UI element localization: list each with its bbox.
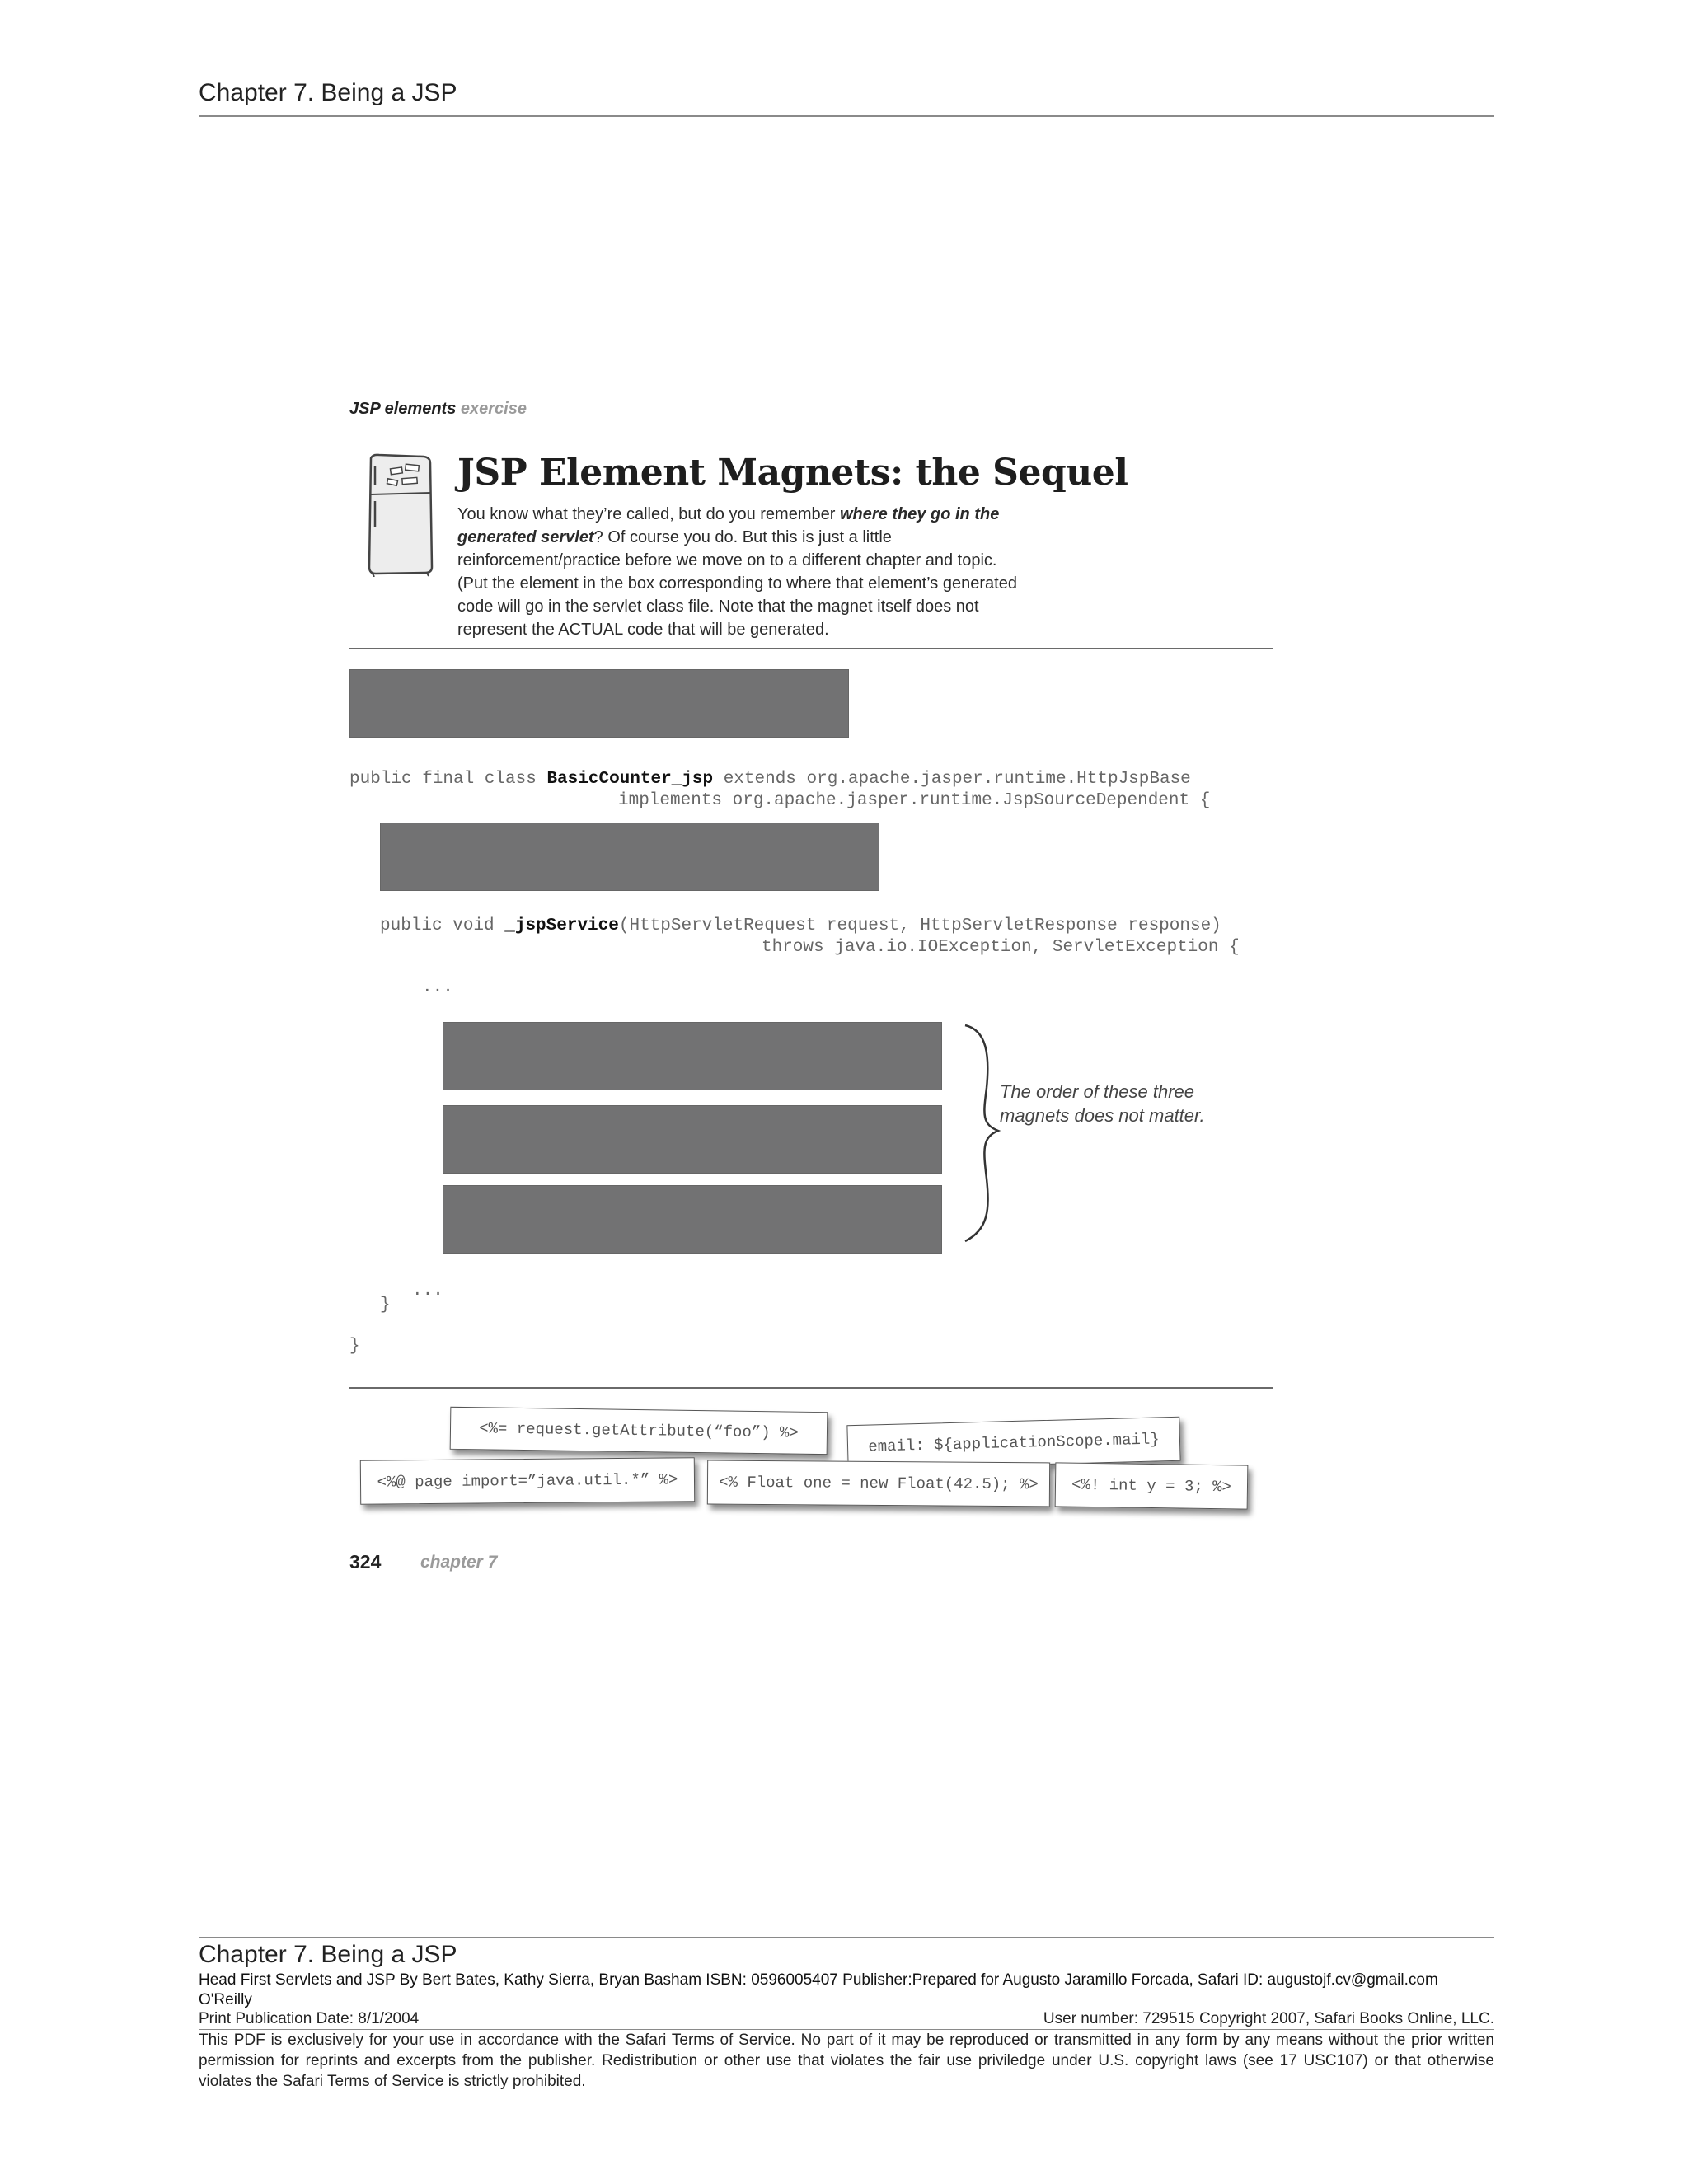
magnet-scriptlet[interactable]: <% Float one = new Float(42.5); %> bbox=[707, 1460, 1050, 1507]
order-note: The order of these three magnets does not matter. bbox=[1000, 1081, 1205, 1126]
intro-text-cont: ? Of course you do. But this is just a little reinforcement/practice before we move on to a different chapter and topic. bbox=[457, 528, 997, 569]
exercise-title: JSP Element Magnets: the Sequel bbox=[457, 452, 1128, 494]
code-service-method bbox=[380, 916, 1221, 935]
section-label-accent: exercise bbox=[460, 400, 527, 418]
footer-book-info: Head First Servlets and JSP By Bert Bates, Kathy Sierra, Bryan Basham ISBN: 0596005407 Publisher:Prepared for Augusto Jaramillo Forcada, Safari ID: augustojf.cv@gmail.com bbox=[199, 1971, 1438, 1989]
curly-brace-icon bbox=[960, 1022, 1010, 1244]
footer-user-number: User number: 729515 Copyright 2007, Safari Books Online, LLC. bbox=[1043, 2010, 1494, 2027]
footer-dates bbox=[199, 2010, 1494, 2028]
magnet-page-directive[interactable]: <%@ page import=”java.util.*” %> bbox=[360, 1457, 695, 1505]
code-text: extends org.apache.jasper.runtime.HttpJspBase bbox=[713, 770, 1191, 789]
code-text: (HttpServletRequest request, HttpServletResponse response) bbox=[618, 916, 1221, 935]
code-text: public void bbox=[380, 916, 505, 935]
code-class-name: BasicCounter_jsp bbox=[546, 770, 714, 789]
slot-declaration[interactable] bbox=[380, 823, 879, 891]
section-label-main: JSP elements bbox=[349, 400, 457, 418]
footer-legal-text: This PDF is exclusively for your use in accordance with the Safari Terms of Service. No part of it may be reproduced or transmitted in any form by any means without the prior written permission for reprints and excerpts from the publisher. Redistribution or other use that violates the fair use priviledge under U.S. copyright laws (see 17 USC107) or that otherwise violates the Safari Terms of Service is strictly prohibited. bbox=[199, 2032, 1494, 2090]
slot-service-1[interactable] bbox=[443, 1022, 942, 1090]
section-label bbox=[349, 400, 527, 419]
intro-emphasis: where they go in the generated servlet bbox=[457, 505, 1000, 546]
code-class-declaration bbox=[349, 770, 1191, 789]
magnet-el-expression[interactable]: email: ${applicationScope.mail} bbox=[846, 1417, 1180, 1470]
intro-paragraph-2: (Put the element in the box corresponding to where that element’s generated code will go in the servlet class file. Note that the magnet itself does not represent the ACTUAL code that will be generated. bbox=[457, 574, 1017, 639]
intro-text: You know what they’re called, but do you remember bbox=[457, 505, 840, 523]
header-chapter-title: Chapter 7. Being a JSP bbox=[199, 79, 457, 106]
exercise-intro bbox=[457, 503, 1051, 641]
code-implements: implements org.apache.jasper.runtime.JspSourceDependent { bbox=[618, 791, 1211, 810]
footer-publisher: O'Reilly bbox=[199, 1991, 252, 2008]
code-ellipsis: ... bbox=[422, 978, 453, 997]
code-ellipsis: ... bbox=[412, 1282, 443, 1301]
bottom-divider bbox=[349, 1387, 1273, 1389]
slot-service-2[interactable] bbox=[443, 1105, 942, 1174]
page-number: 324 bbox=[349, 1551, 382, 1572]
code-text: public final class bbox=[349, 770, 547, 789]
code-throws: throws java.io.IOException, ServletException { bbox=[762, 938, 1240, 957]
slot-import[interactable] bbox=[349, 669, 849, 738]
footer-chapter-title: Chapter 7. Being a JSP bbox=[199, 1941, 457, 1968]
footer-divider bbox=[199, 1937, 1494, 1938]
header-divider bbox=[199, 115, 1494, 117]
footer-print-date: Print Publication Date: 8/1/2004 bbox=[199, 2010, 420, 2027]
code-close-method: } bbox=[380, 1296, 391, 1315]
code-close-class: } bbox=[349, 1337, 360, 1356]
top-divider bbox=[349, 648, 1273, 649]
slot-service-3[interactable] bbox=[443, 1185, 942, 1254]
fridge-icon bbox=[363, 452, 435, 577]
magnet-expression[interactable]: <%= request.getAttribute(“foo”) %> bbox=[450, 1407, 828, 1455]
chapter-label: chapter 7 bbox=[420, 1553, 498, 1572]
magnet-declaration[interactable]: <%! int y = 3; %> bbox=[1055, 1462, 1249, 1509]
intro-paragraph-1 bbox=[457, 503, 1051, 572]
code-method-name: _jspService bbox=[504, 916, 619, 935]
